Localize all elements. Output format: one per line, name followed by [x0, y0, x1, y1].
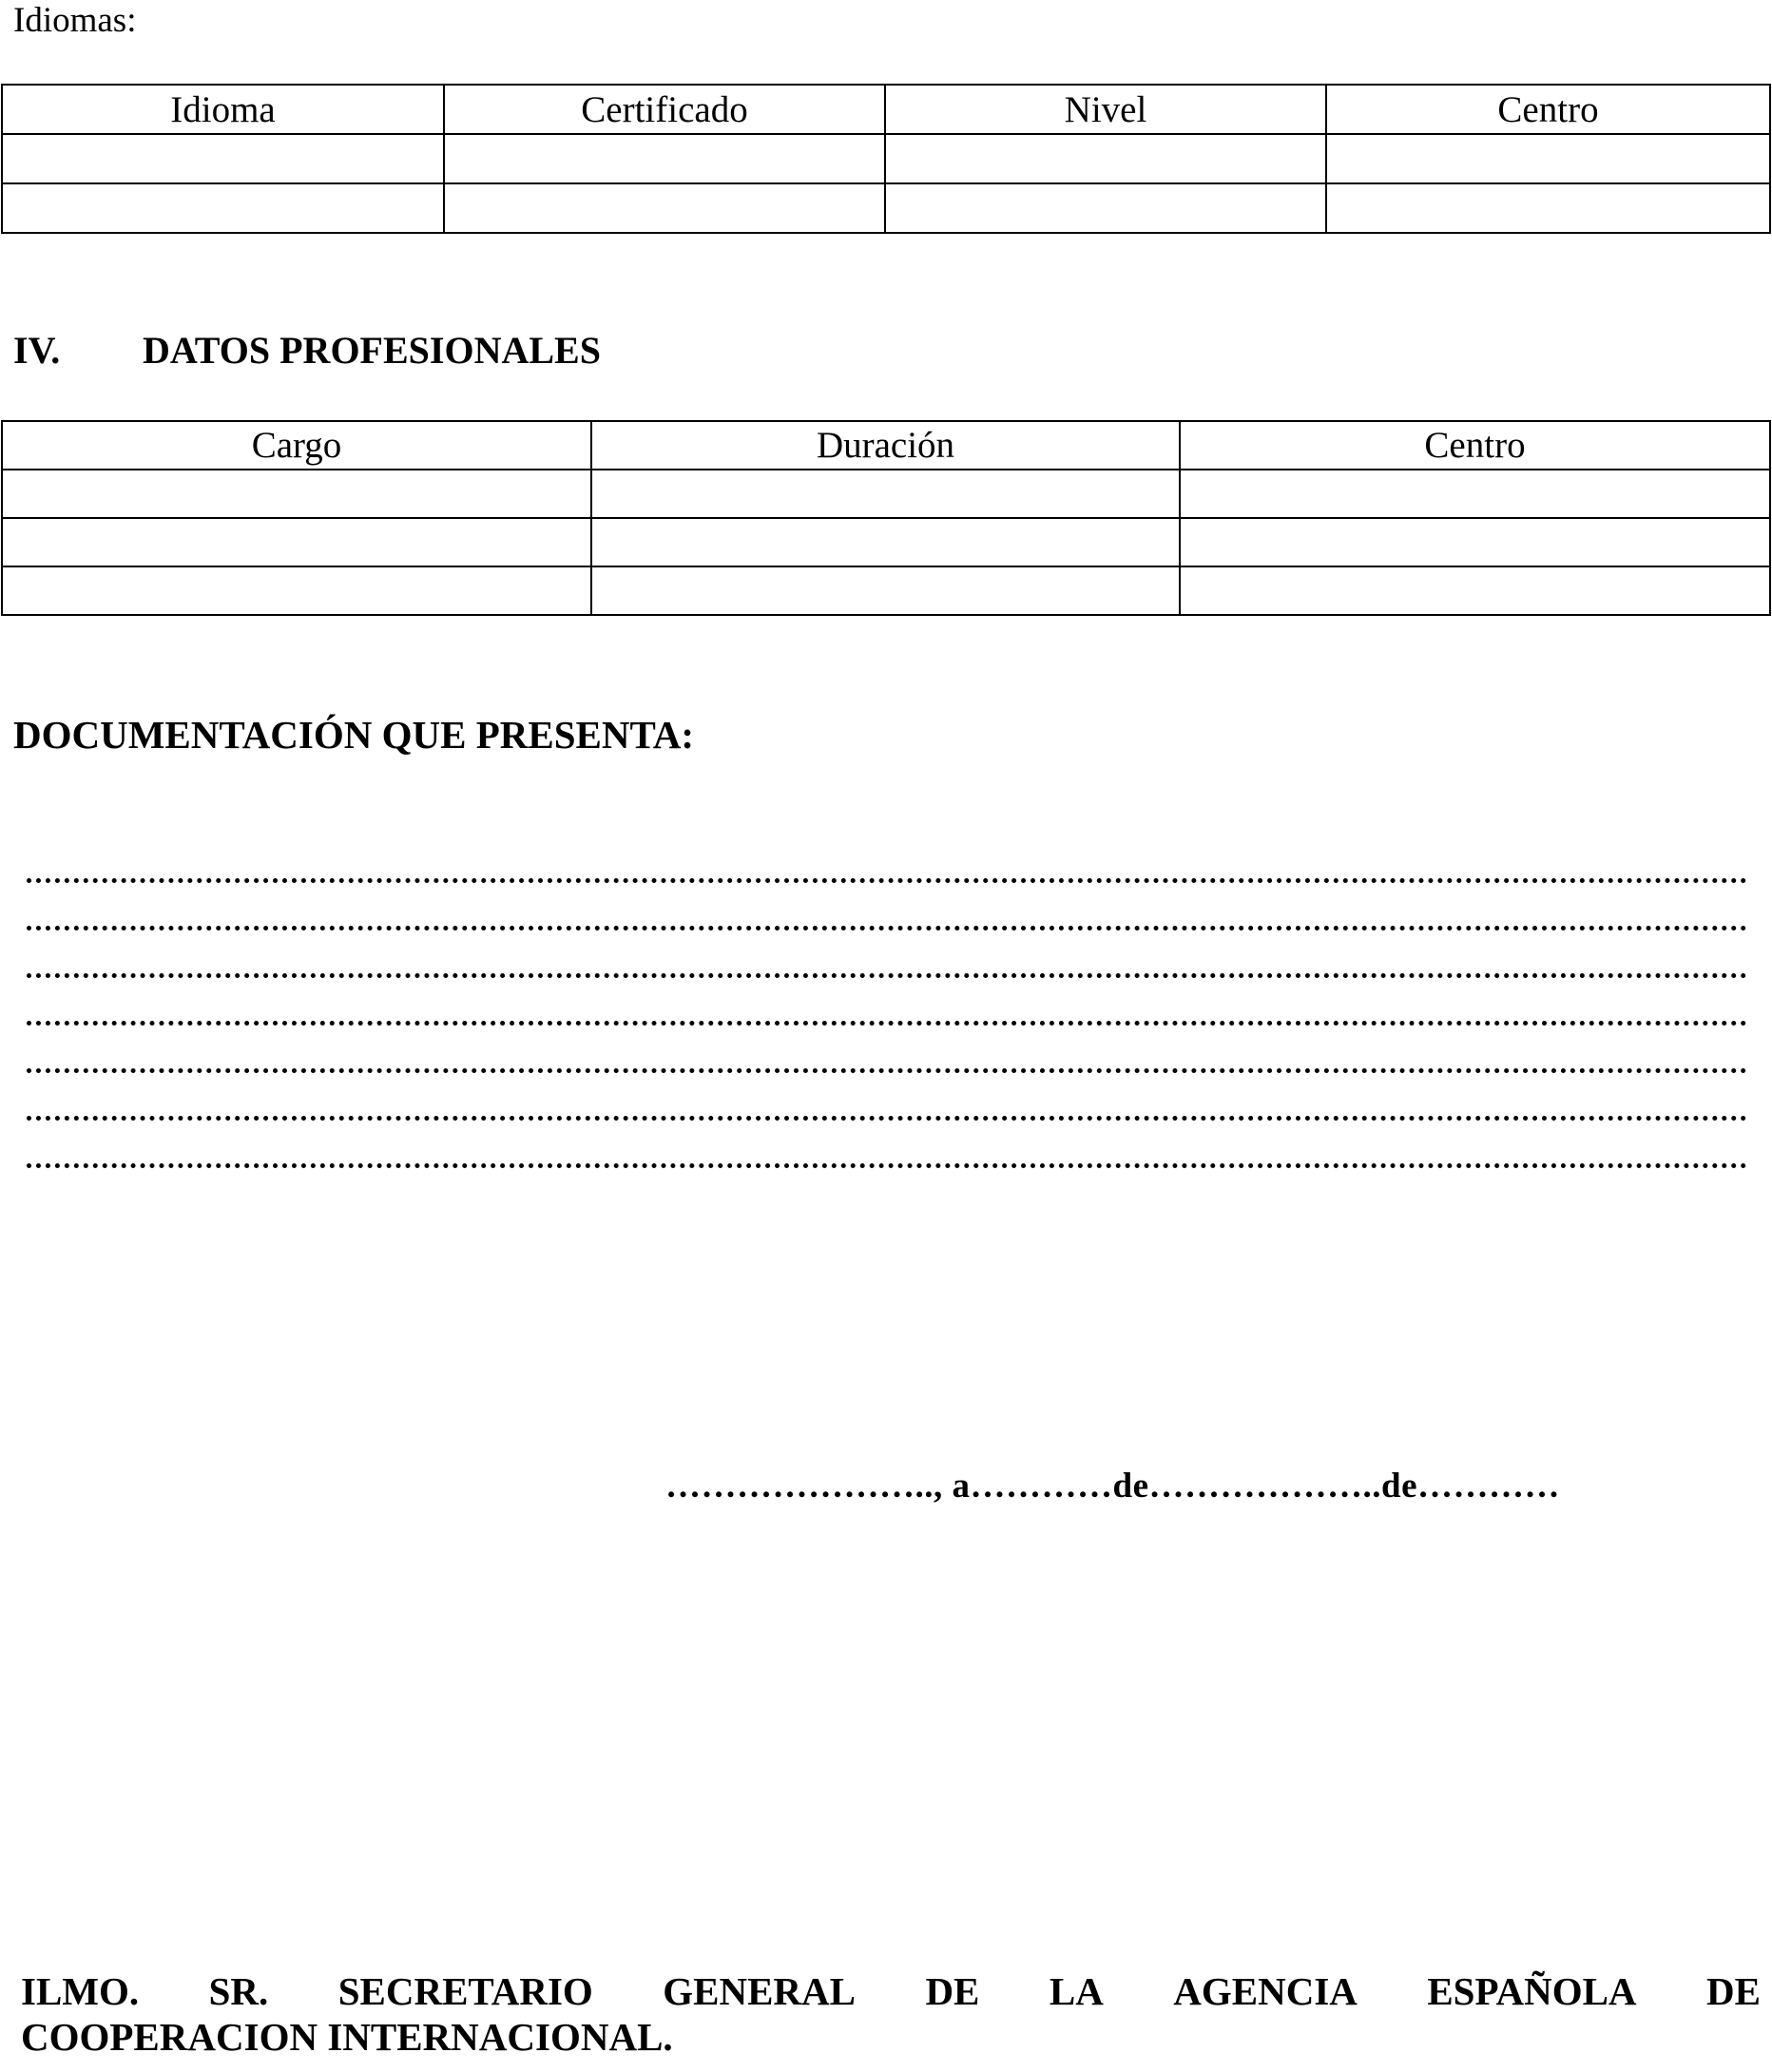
table-cell[interactable]: [2, 470, 591, 518]
addressee-word: SECRETARIO: [337, 1969, 593, 2013]
addressee-word: DE: [925, 1969, 980, 2013]
table-cell[interactable]: [444, 134, 885, 183]
addressee-line-1: [21, 1967, 1761, 2015]
table-header-row: [2, 421, 1770, 470]
table-cell[interactable]: [2, 566, 591, 615]
section-number: IV.: [13, 329, 61, 372]
table-cell[interactable]: [2, 518, 591, 566]
column-header-centro: Centro: [1326, 85, 1770, 134]
column-header-cargo: Cargo: [2, 421, 591, 470]
column-header-certificado: Certificado: [444, 85, 885, 134]
dotted-line[interactable]: [27, 878, 1747, 883]
addressee-word: AGENCIA: [1173, 1969, 1358, 2013]
table-cell[interactable]: [885, 183, 1326, 233]
dotted-line[interactable]: [27, 1021, 1747, 1026]
addressee-word: GENERAL: [663, 1969, 856, 2013]
idiomas-table: [1, 84, 1771, 234]
place-date-line: ………………….., a…………de………………..de…………: [665, 1467, 1560, 1506]
table-header-row: [2, 85, 1770, 134]
table-cell[interactable]: [1326, 134, 1770, 183]
dotted-line[interactable]: [27, 926, 1747, 930]
table-cell[interactable]: [885, 134, 1326, 183]
table-cell[interactable]: [591, 470, 1180, 518]
table-cell[interactable]: [444, 183, 885, 233]
addressee-word: SR.: [208, 1969, 269, 2013]
table-cell[interactable]: [591, 566, 1180, 615]
column-header-idioma: Idioma: [2, 85, 444, 134]
addressee-word: ILMO.: [21, 1969, 140, 2013]
table-cell[interactable]: [2, 134, 444, 183]
table-row: [2, 134, 1770, 183]
addressee-line-2: COOPERACION INTERNACIONAL.: [21, 2015, 673, 2059]
datos-profesionales-table: [1, 420, 1771, 616]
table-cell[interactable]: [1180, 518, 1770, 566]
section-title: DATOS PROFESIONALES: [143, 329, 601, 372]
addressee-word: DE: [1705, 1969, 1761, 2013]
dotted-line[interactable]: [27, 1068, 1747, 1073]
dotted-line[interactable]: [27, 1116, 1747, 1121]
addressee-block: [21, 1967, 1761, 2061]
table-row: [2, 183, 1770, 233]
table-row: [2, 518, 1770, 566]
dotted-line[interactable]: [27, 1163, 1747, 1168]
table-row: [2, 470, 1770, 518]
table-row: [2, 566, 1770, 615]
table-cell[interactable]: [1180, 566, 1770, 615]
column-header-centro: Centro: [1180, 421, 1770, 470]
table-cell[interactable]: [1180, 470, 1770, 518]
addressee-word: LA: [1049, 1969, 1104, 2013]
column-header-duracion: Duración: [591, 421, 1180, 470]
dotted-line[interactable]: [27, 973, 1747, 978]
column-header-nivel: Nivel: [885, 85, 1326, 134]
table-cell[interactable]: [591, 518, 1180, 566]
documentacion-heading: DOCUMENTACIÓN QUE PRESENTA:: [13, 713, 695, 757]
table-cell[interactable]: [1326, 183, 1770, 233]
idiomas-label: Idiomas:: [13, 1, 137, 40]
addressee-word: ESPAÑOLA: [1427, 1969, 1637, 2013]
table-cell[interactable]: [2, 183, 444, 233]
